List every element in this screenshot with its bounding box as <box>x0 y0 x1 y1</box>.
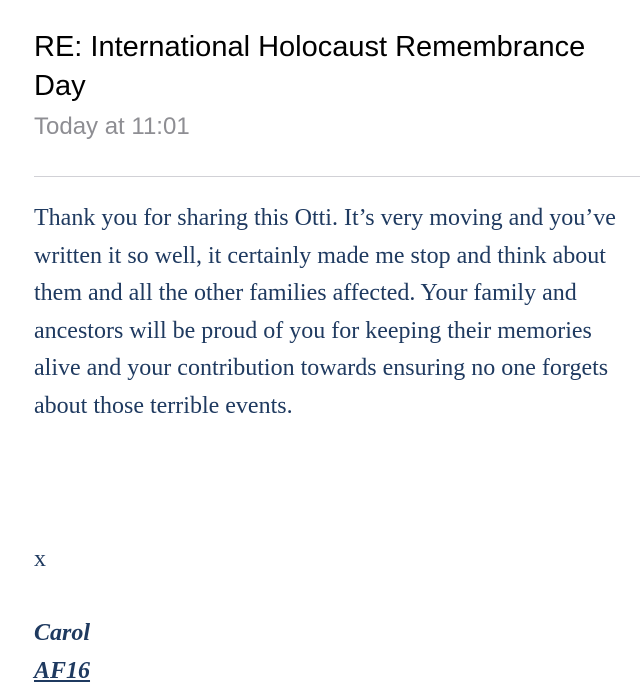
email-header <box>34 28 620 142</box>
email-timestamp: Today at 11:01 <box>34 113 190 140</box>
email-sign-off: x <box>34 546 46 572</box>
signature-id-link[interactable]: AF16 <box>34 658 91 684</box>
email-body: Thank you for sharing this Otti. It’s very moving and you’ve written it so well, it certainly made me stop and think about them and all the other families affected. Your family and ancestors will be proud of you for keeping their memories alive and your contribution towards ensuring no one forgets about those terrible events. <box>34 205 616 419</box>
email-subject: RE: International Holocaust Remembrance Day <box>34 31 586 102</box>
signature-name: Carol <box>34 620 91 646</box>
header-divider <box>34 176 640 177</box>
